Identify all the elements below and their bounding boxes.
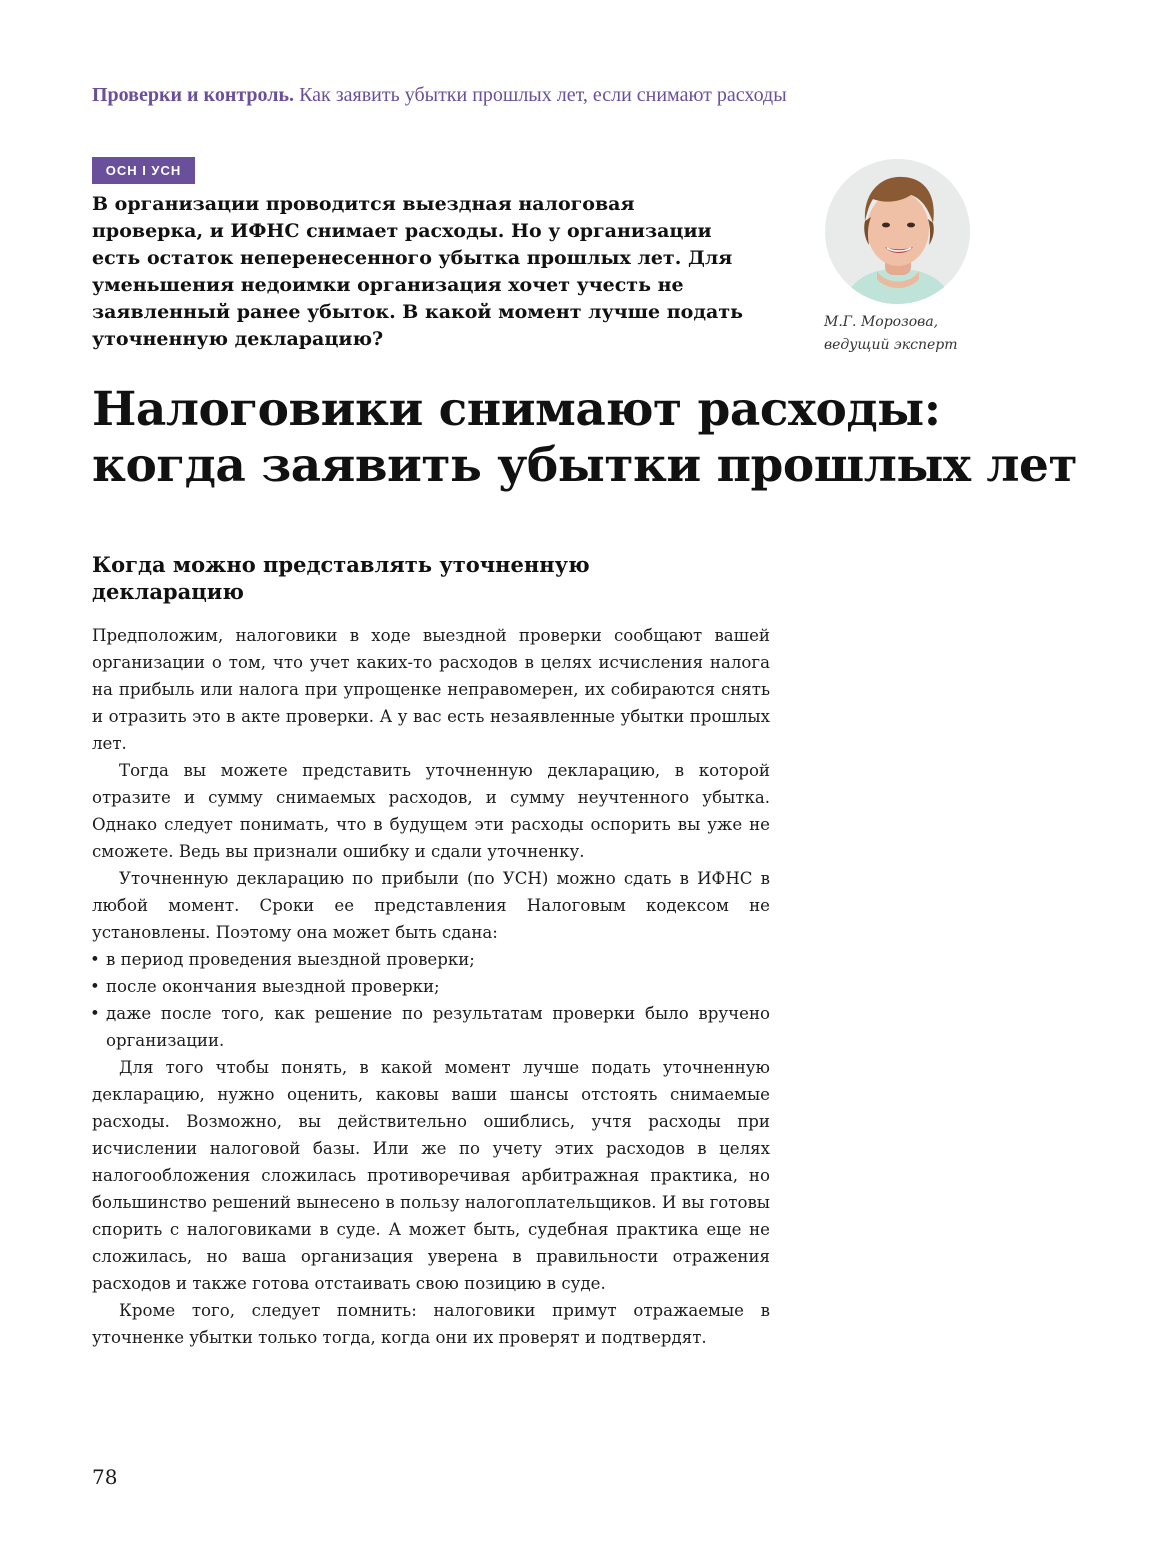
author-name: М.Г. Морозова,: [824, 314, 939, 330]
author-portrait-icon: [825, 159, 970, 304]
author-role: ведущий эксперт: [824, 337, 958, 353]
list-item: • после окончания выездной проверки;: [92, 973, 770, 1000]
submission-periods-list: [92, 946, 770, 1054]
article-title-line-2: когда заявить убытки прошлых лет: [92, 438, 1078, 493]
running-head-section: Проверки и контроль.: [92, 84, 295, 106]
list-item: • в период проведения выездной проверки;: [92, 946, 770, 973]
lead-question: В организации проводится выездная налоговая проверка, и ИФНС снимает расходы. Но у организации есть остаток неперенесенного убытка прошлых лет. Для уменьшения недоимки организация хочет учесть не заявленный ранее убыток. В какой момент лучше подать уточненную декларацию?: [92, 193, 743, 350]
paragraph-3: Уточненную декларацию по прибыли (по УСН) можно сдать в ИФНС в любой момент. Сроки ее представления Налоговым кодексом не установлены. Поэтому она может быть сдана:: [92, 869, 770, 942]
paragraph-4: Для того чтобы понять, в какой момент лучше подать уточненную декларацию, нужно оценить, каковы ваши шансы отстоять снимаемые расходы. Возможно, вы действительно ошиблись, учтя расходы при исчислении налоговой базы. Или же по учету этих расходов в целях налогообложения сложилась противоречивая арбитражная практика, но большинство решений вынесено в пользу налогоплательщиков. И вы готовы спорить с налоговиками в суде. А может быть, судебная практика еще не сложилась, но ваша организация уверена в правильности отражения расходов и также готова отстаивать свою позицию в суде.: [92, 1058, 770, 1293]
running-head-article: Как заявить убытки прошлых лет, если снимают расходы: [299, 84, 787, 106]
article-body: [92, 622, 770, 1351]
author-photo: [825, 159, 970, 304]
page-number: 78: [92, 1465, 118, 1489]
article-title: [92, 382, 1092, 494]
tax-regime-tag: ОСН І УСН: [92, 157, 195, 184]
running-head: [92, 84, 787, 107]
paragraph-5: Кроме того, следует помнить: налоговики примут отражаемые в уточненке убытки только тогда, когда они их проверят и подтвердят.: [92, 1301, 770, 1347]
author-caption: [824, 311, 1024, 357]
list-item: • даже после того, как решение по результатам проверки было вручено организации.: [92, 1000, 770, 1054]
paragraph-2: Тогда вы можете представить уточненную декларацию, в которой отразите и сумму снимаемых расходов, и сумму неучтенного убытка. Однако следует понимать, что в будущем эти расходы оспорить вы уже не сможете. Ведь вы признали ошибку и сдали уточненку.: [92, 761, 770, 861]
section-heading: Когда можно представлять уточненную декларацию: [92, 552, 590, 604]
paragraph-1: Предположим, налоговики в ходе выездной проверки сообщают вашей организации о том, что учет каких-то расходов в целях исчисления налога на прибыль или налога при упрощенке неправомерен, их собираются снять и отразить это в акте проверки. А у вас есть незаявленные убытки прошлых лет.: [92, 626, 770, 753]
article-title-line-1: Налоговики снимают расходы:: [92, 382, 941, 437]
